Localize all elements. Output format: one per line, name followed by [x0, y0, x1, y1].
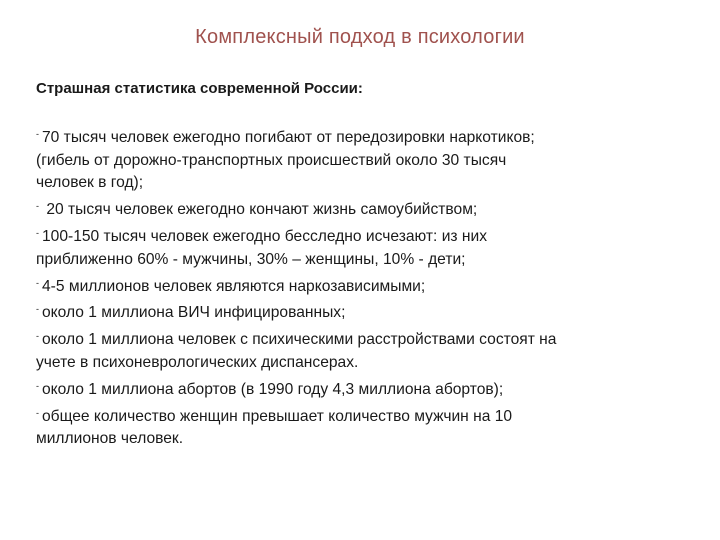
list-item — [36, 123, 686, 195]
list-item-continuation: человек в год); — [36, 174, 144, 192]
bullet-dash: - — [36, 227, 39, 238]
list-item — [36, 375, 686, 402]
list-item-text: около 1 миллиона ВИЧ инфицированных; — [42, 304, 346, 322]
list-item — [36, 325, 686, 375]
bullet-dash: - — [36, 331, 39, 342]
list-item-continuation: учете в психоневрологических диспансерах. — [36, 353, 359, 371]
list-item — [36, 222, 686, 272]
bullet-dash: - — [36, 277, 39, 288]
bullet-dash: - — [36, 380, 39, 391]
slide-title: Комплексный подход в психологии — [195, 26, 525, 48]
bullet-dash: - — [36, 128, 39, 139]
list-item — [36, 272, 686, 299]
list-item-continuation: приближенно 60% - мужчины, 30% – женщины, 10% - дети; — [36, 250, 466, 268]
list-item-text: 4-5 миллионов человек являются наркозависимыми; — [42, 277, 426, 295]
list-item-continuation: миллионов человек. — [36, 430, 184, 448]
list-item-continuation: (гибель от дорожно-транспортных происшествий около 30 тысяч — [36, 151, 507, 169]
list-item-text: 70 тысяч человек ежегодно погибают от передозировки наркотиков; — [42, 128, 535, 146]
list-item-text: 20 тысяч человек ежегодно кончают жизнь самоубийством; — [42, 201, 478, 219]
list-item-text: 100-150 тысяч человек ежегодно бесследно исчезают: из них — [42, 227, 488, 245]
list-item-text: общее количество женщин превышает количество мужчин на 10 — [42, 407, 513, 425]
section-heading: Страшная статистика современной России: — [36, 80, 363, 97]
list-item-text: около 1 миллиона абортов (в 1990 году 4,3 миллиона абортов); — [42, 380, 504, 398]
bullet-dash: - — [36, 304, 39, 315]
list-item-text: около 1 миллиона человек с психическими расстройствами состоят на — [42, 331, 557, 349]
list-item — [36, 195, 686, 222]
bullet-dash: - — [36, 201, 39, 212]
slide-content — [36, 78, 686, 451]
bullet-dash: - — [36, 407, 39, 418]
list-item — [36, 298, 686, 325]
list-item — [36, 402, 686, 452]
statistics-list — [36, 123, 686, 451]
